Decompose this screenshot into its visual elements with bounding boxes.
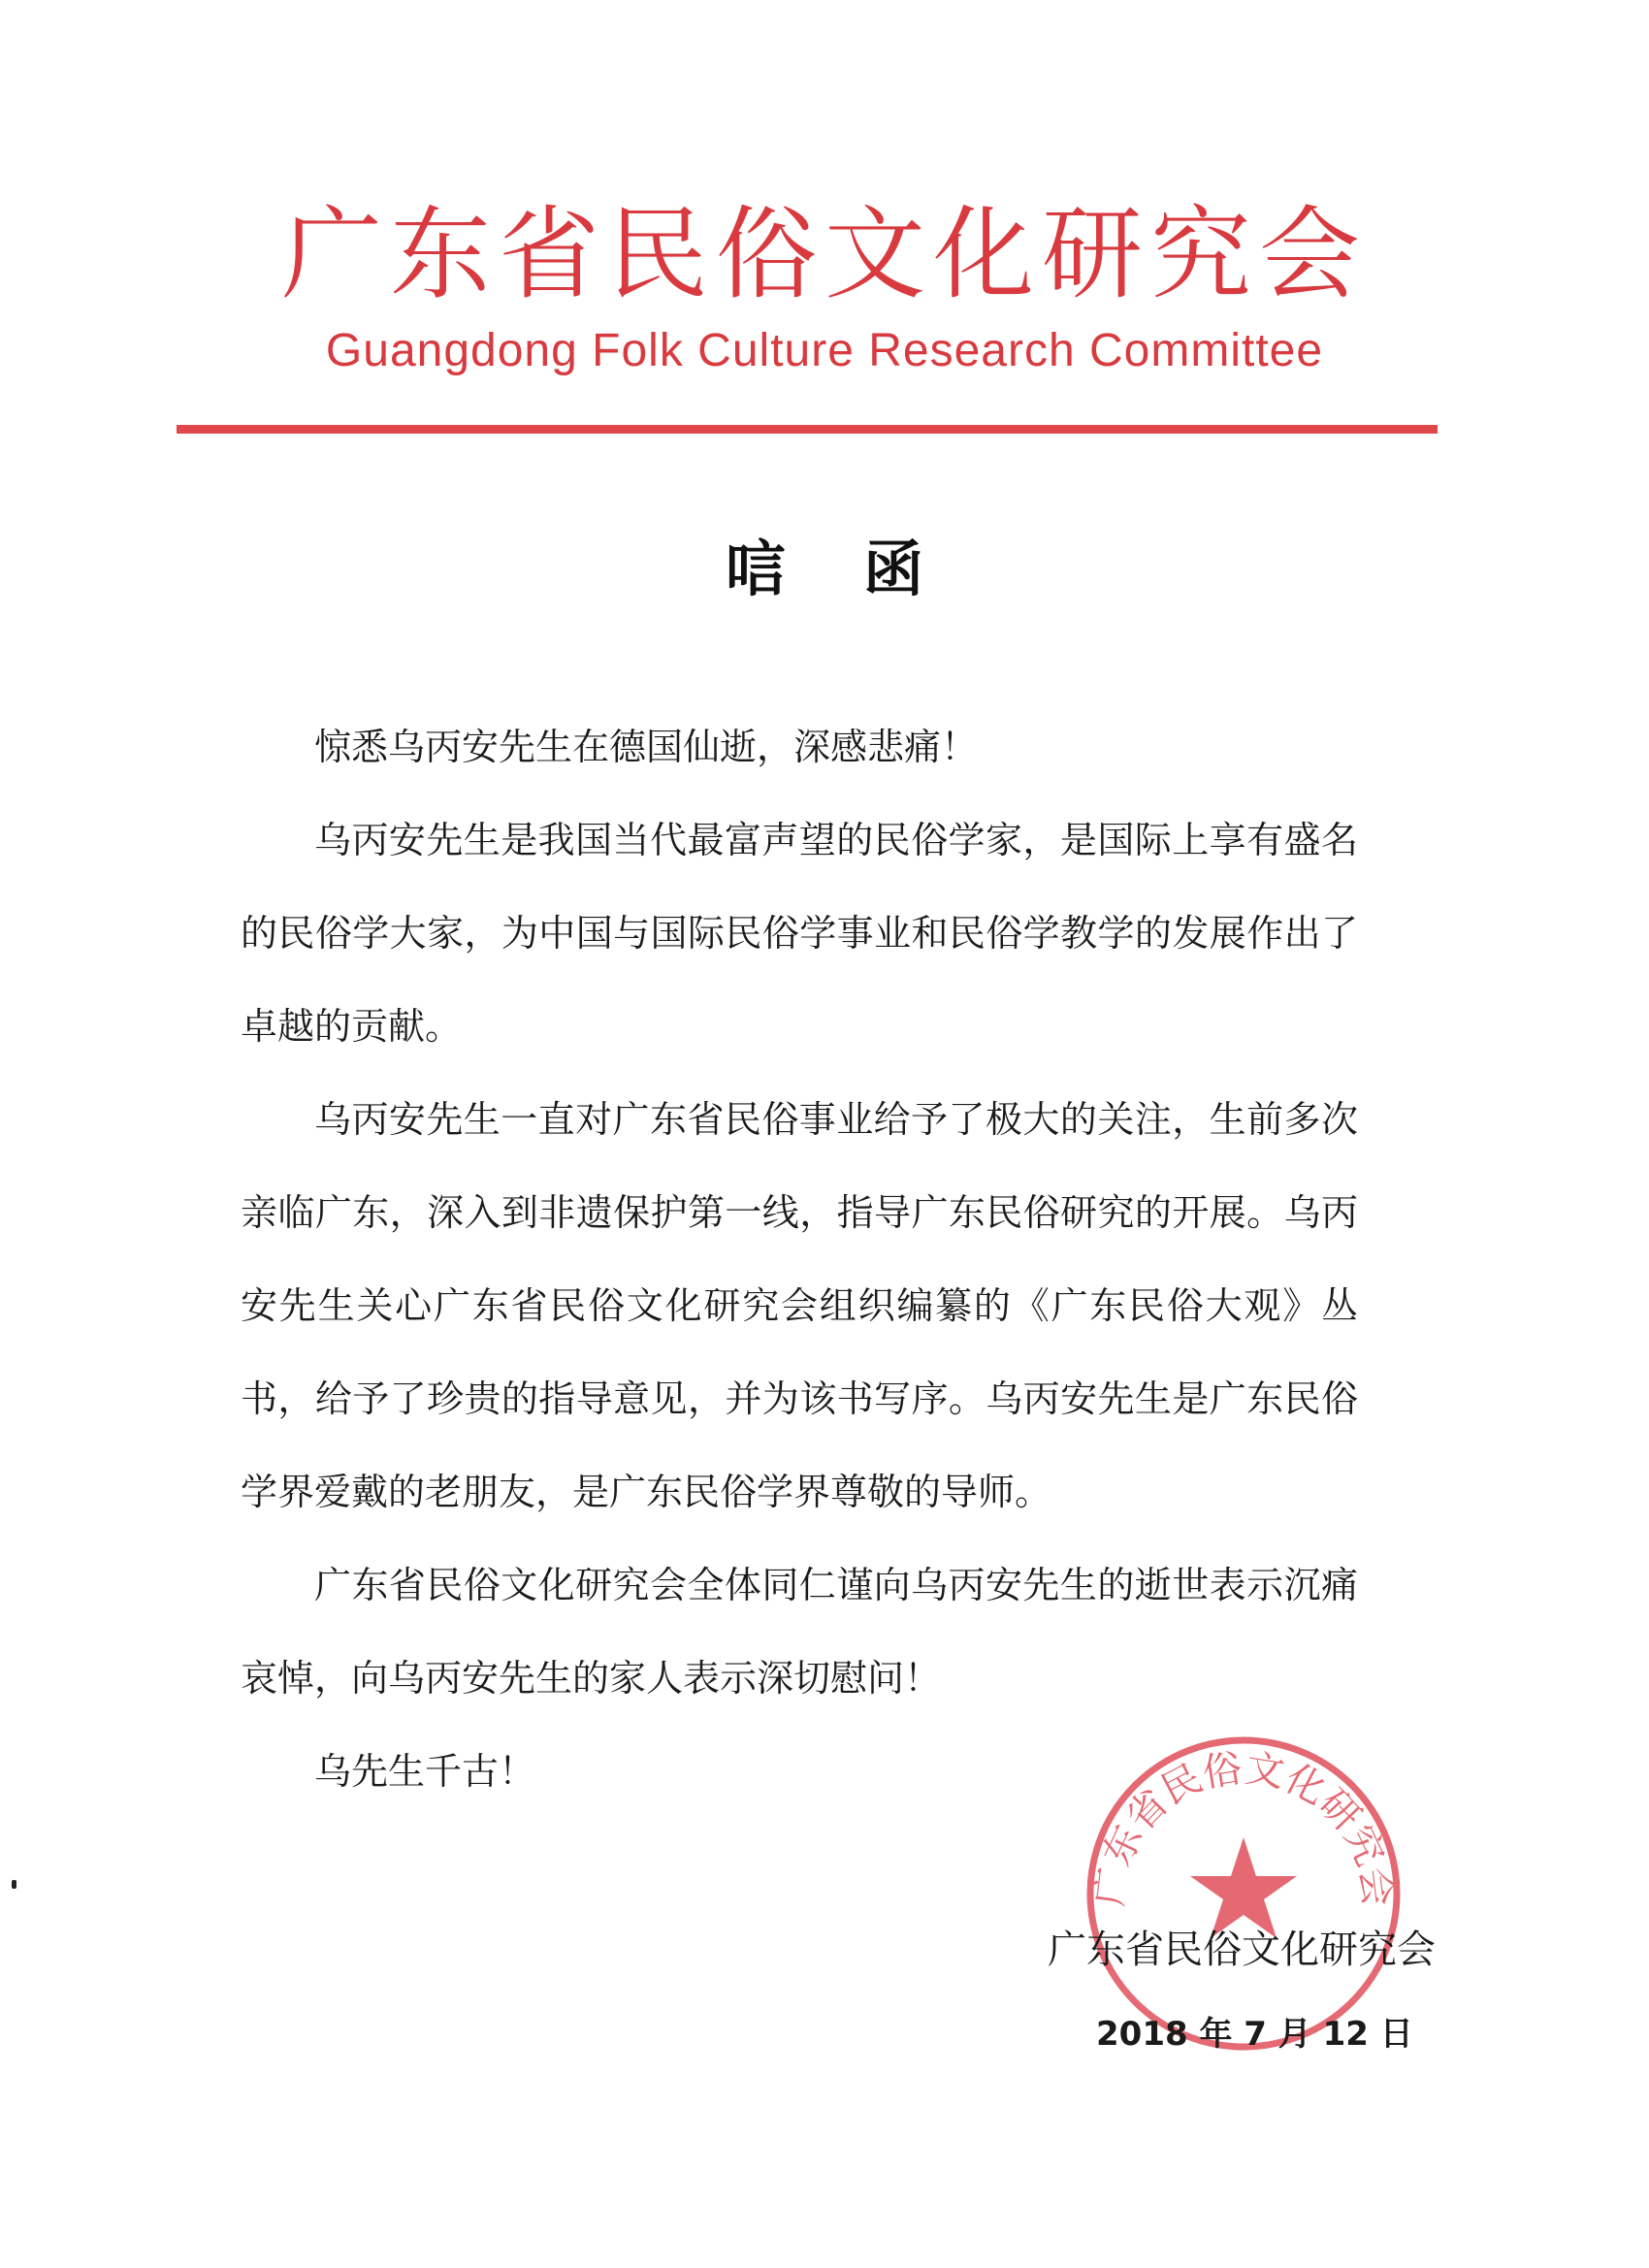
paragraph-4: 广东省民俗文化研究会全体同仁谨向乌丙安先生的逝世表示沉痛哀悼，向乌丙安先生的家人表示深切慰问！ [241, 1564, 1358, 1700]
seal-star-icon [1190, 1837, 1297, 1938]
letter-body [241, 700, 1358, 1818]
paragraph-1: 惊悉乌丙安先生在德国仙逝，深感悲痛！ [314, 726, 979, 768]
scan-speck [12, 1880, 16, 1889]
official-seal-stamp [1079, 1729, 1408, 2058]
sender-name: 广东省民俗文化研究会 [1048, 1928, 1436, 1972]
letterhead-name-cn: 广东省民俗文化研究会 [280, 195, 1368, 313]
paragraph-5: 乌先生千古！ [314, 1750, 536, 1793]
paragraph-2: 乌丙安先生是我国当代最富声望的民俗学家，是国际上享有盛名的民俗学大家，为中国与国际民俗学事业和民俗学教学的发展作出了卓越的贡献。 [241, 819, 1358, 1048]
sign-date: 2018 年 7 月 12 日 [1096, 2015, 1413, 2054]
document-title: 唁函 [725, 534, 1001, 604]
paragraph-3: 乌丙安先生一直对广东省民俗事业给予了极大的关注，生前多次亲临广东，深入到非遗保护第一线，指导广东民俗研究的开展。乌丙安先生关心广东省民俗文化研究会组织编纂的《广东民俗大观》丛书，给予了珍贵的指导意见，并为该书写序。乌丙安先生是广东民俗学界爱戴的老朋友，是广东民俗学界尊敬的导师。 [241, 1098, 1358, 1513]
header-divider [177, 425, 1438, 434]
seal-text: 广东省民俗文化研究会 [1086, 1745, 1401, 1909]
letterhead-name-en: Guangdong Folk Culture Research Committee [325, 325, 1324, 376]
